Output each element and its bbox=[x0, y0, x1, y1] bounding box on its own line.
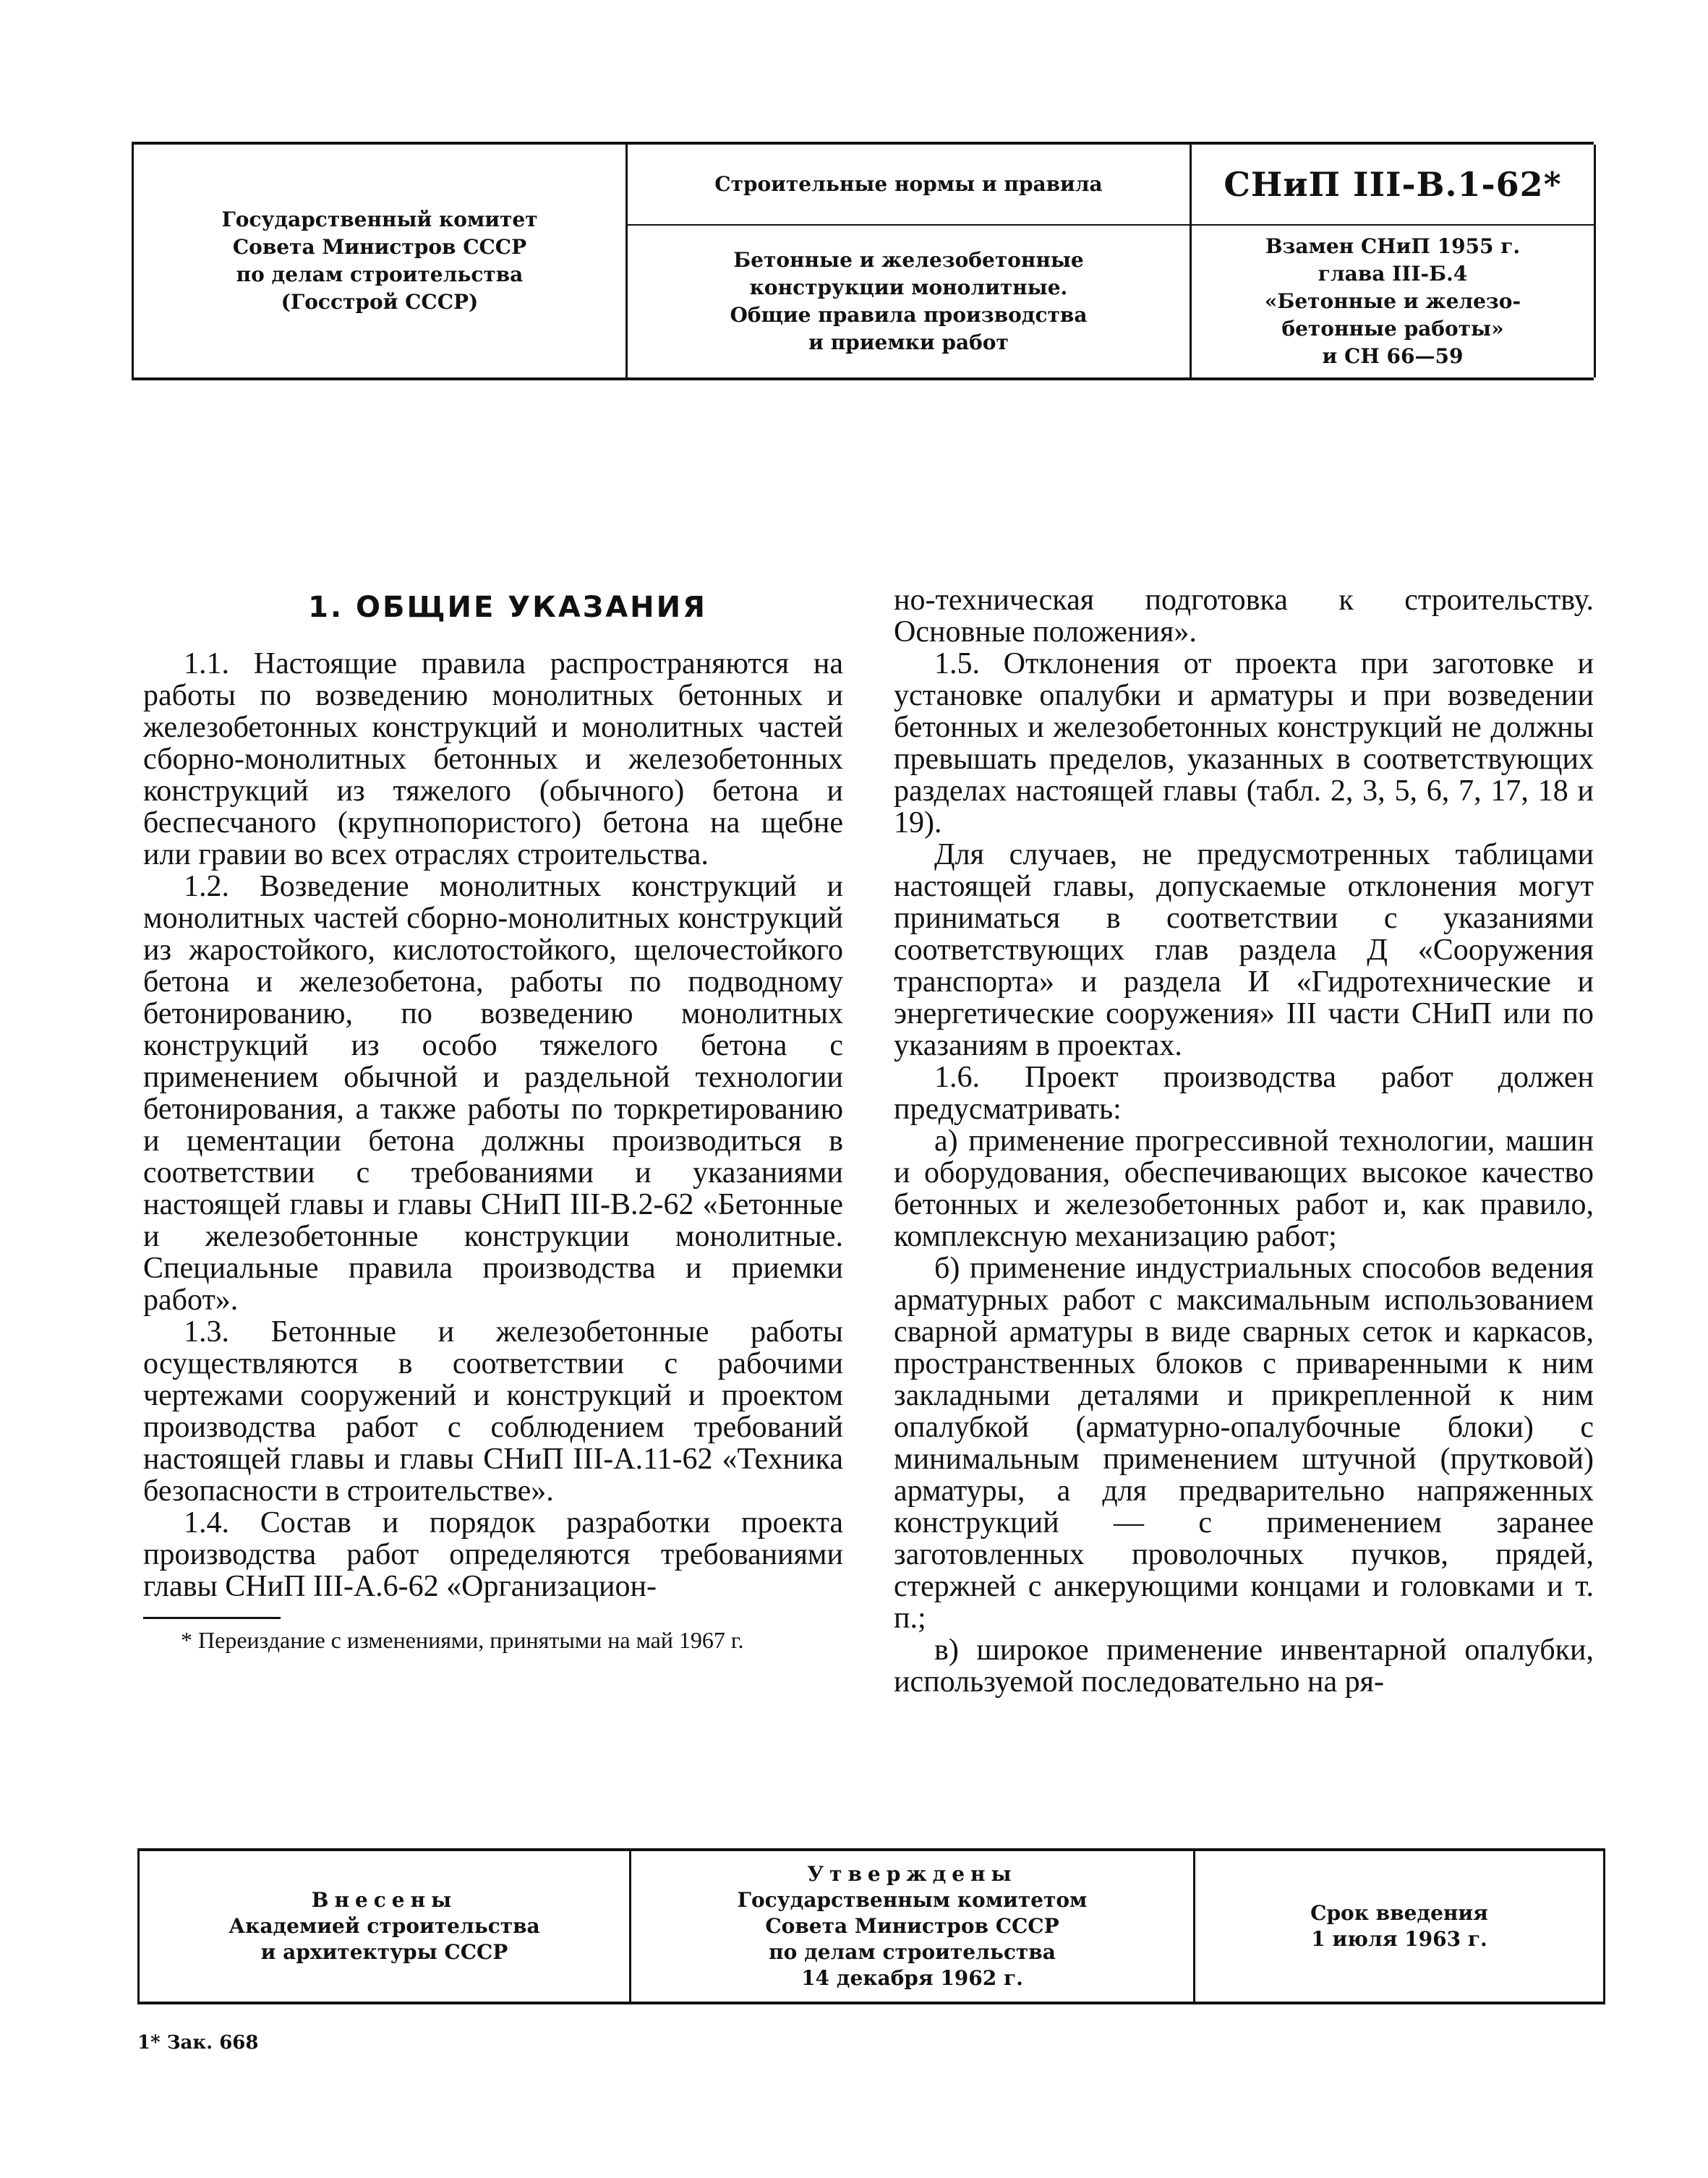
approved-cell bbox=[629, 1851, 1193, 2002]
order-number: 1* Зак. 668 bbox=[137, 2032, 259, 2054]
effective-date-cell bbox=[1193, 1851, 1605, 2002]
paragraph-1-1: 1.1. Настоящие правила распространяются на работы по возведению монолитных бетонных и железобетонных конструкций и монолитных частей сборно-монолитных бетонных и железобетонных конструкций из тяжелого (обычного) бетона и беспесчаного (крупнопористого) бетона на щебне или гравии во всех отраслях строительства. bbox=[143, 647, 843, 871]
approved-label: Утверждены bbox=[807, 1862, 1017, 1886]
introduced-by: Академией строительства и архитектуры СССР bbox=[229, 1914, 540, 1964]
paragraph-1-5: 1.5. Отклонения от проекта при заготовке и установке опалубки и арматуры и при возведении бетонных и железобетонных конструкций не должны превышать пределов, указанных в соответствующих разделах настоящей главы (табл. 2, 3, 5, 6, 7, 17, 18 и 19). bbox=[894, 647, 1594, 840]
committee-name: Государственный комитет Совета Министров СССР по делам строительства (Госстрой СССР) bbox=[221, 208, 538, 314]
header-table bbox=[132, 142, 1594, 380]
paragraph-1-4: 1.4. Состав и порядок разработки проекта производства работ определяются требованиями главы СНиП III-А.6-62 «Организацион- bbox=[143, 1506, 843, 1603]
footer-table bbox=[137, 1848, 1605, 2004]
list-item-a: а) применение прогрессивной технологии, машин и оборудования, обеспечивающих высокое качество бетонных и железобетонных работ и, как правило, комплексную механизацию работ; bbox=[894, 1124, 1594, 1253]
header-committee-cell bbox=[134, 145, 625, 377]
paragraph-1-4-continued: но-техническая подготовка к строительству. Основные положения». bbox=[894, 584, 1594, 649]
header-title-cell bbox=[625, 145, 1190, 377]
paragraph-1-5-second: Для случаев, не предусмотренных таблицами настоящей главы, допускаемые отклонения могут приниматься в соответствии с указаниями соответствующих глав раздела Д «Сооружения транспорта» и раздела И «Гидротехнические и энергетические сооружения» III части СНиП или по указаниям в проектах. bbox=[894, 838, 1594, 1062]
replaces-cell bbox=[1192, 226, 1594, 377]
approved-by: Государственным комитетом Совета Министров СССР по делам строительства 14 декабря 1962 г. bbox=[737, 1888, 1088, 1990]
section-heading: 1. ОБЩИЕ УКАЗАНИЯ bbox=[308, 591, 707, 624]
document-code: СНиП III-В.1-62* bbox=[1224, 165, 1562, 204]
paragraph-1-6: 1.6. Проект производства работ должен предусматривать: bbox=[894, 1061, 1594, 1126]
doc-title-cell bbox=[628, 226, 1190, 377]
introduced-label: Внесены bbox=[311, 1888, 458, 1912]
introduced-cell bbox=[137, 1851, 629, 2002]
right-column bbox=[894, 584, 1594, 1698]
paragraph-1-3: 1.3. Бетонные и железобетонные работы осуществляются в соответствии с рабочими чертежами сооружений и конструкций и проектом производства работ с соблюдением требований настоящей главы и главы СНиП III-А.11-62 «Техника безопасности в строительстве». bbox=[143, 1315, 843, 1508]
footnote: * Переиздание с изменениями, принятыми на май 1967 г. bbox=[181, 1627, 744, 1653]
header-code-cell bbox=[1190, 145, 1596, 377]
left-column bbox=[143, 584, 843, 1654]
list-item-b: б) применение индустриальных способов ведения арматурных работ с максимальным использованием сварной арматуры в виде сварных сеток и каркасов, пространственных блоков с приваренными к ним закладными деталями и прикрепленной к ним опалубкой (арматурно-опалубочные блоки) с минимальным применением штучной (прутковой) арматуры, а для предварительно напряженных конструкций — с применением заранее заготовленных проволочных пучков, прядей, стержней с анкерующими концами и головками и т. п.; bbox=[894, 1252, 1594, 1635]
norms-title: Строительные нормы и правила bbox=[714, 172, 1103, 196]
list-item-c: в) широкое применение инвентарной опалубки, используемой последовательно на ря- bbox=[894, 1634, 1594, 1699]
paragraph-1-2: 1.2. Возведение монолитных конструкций и монолитных частей сборно-монолитных конструкций из жаростойкого, кислотостойкого, щелочестойкого бетона и железобетона, работы по подводному бетонированию, по возведению монолитных конструкций из особо тяжелого бетона с применением обычной и раздельной технологии бетонирования, а также работы по торкретированию и цементации бетона должны производиться в соответствии с требованиями и указаниями настоящей главы и главы СНиП III-В.2-62 «Бетонные и железобетонные конструкции монолитные. Специальные правила производства и приемки работ». bbox=[143, 870, 843, 1317]
replaces-note: Взамен СНиП 1955 г. глава III-Б.4 «Бетонные и железо- бетонные работы» и СН 66—59 bbox=[1264, 234, 1521, 368]
norms-title-cell bbox=[628, 145, 1190, 226]
code-cell bbox=[1192, 145, 1594, 226]
document-title: Бетонные и железобетонные конструкции монолитные. Общие правила производства и приемки работ bbox=[730, 248, 1088, 354]
effective-date: Срок введения 1 июля 1963 г. bbox=[1310, 1901, 1488, 1951]
footnote-rule bbox=[143, 1617, 281, 1619]
